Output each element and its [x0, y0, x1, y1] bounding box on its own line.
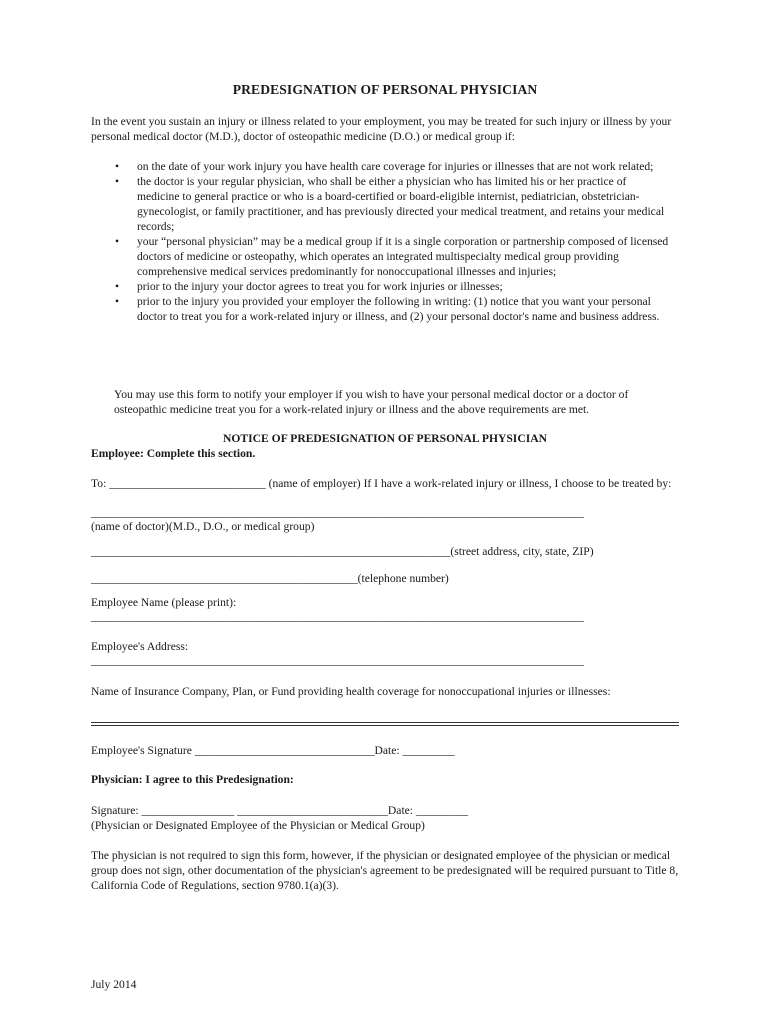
- employee-address-field[interactable]: _____________________________________________________________________________________: [91, 654, 584, 667]
- intro-paragraph: In the event you sustain an injury or illness related to your employment, you may be treated for such injury or illness by your personal medical doctor (M.D.), doctor of osteopathic medicine (D.O.) or medical group if:: [91, 115, 672, 143]
- employee-section-heading: Employee: Complete this section.: [91, 447, 256, 460]
- requirements-list: [91, 159, 671, 324]
- bullet-icon: •: [115, 160, 120, 173]
- bullet-icon: •: [115, 295, 120, 308]
- footer-date: July 2014: [91, 978, 137, 991]
- list-item-text: prior to the injury you provided your employer the following in writing: (1) notice that you want your personal doctor to treat you for a work-related injury or illness, and (2) your personal doctor's name and business address.: [137, 295, 660, 323]
- notify-paragraph: You may use this form to notify your employer if you wish to have your personal medical doctor or a doctor of osteopathic medicine treat you for a work-related injury or illness and the above requirements are met.: [114, 388, 629, 416]
- bullet-icon: •: [115, 280, 120, 293]
- physician-signature-label: (Physician or Designated Employee of the Physician or Medical Group): [91, 819, 425, 832]
- closing-paragraph: The physician is not required to sign this form, however, if the physician or designated employee of the physician or medical group does not sign, other documentation of the physician's agreement to be predesignated will be required pursuant to Title 8, California Code of Regulations, section 9780.1(a)(3).: [91, 849, 679, 892]
- physician-signature-field[interactable]: Signature: ________________ __________________________Date: _________: [91, 804, 469, 817]
- list-item: [91, 234, 671, 279]
- doctor-address-field[interactable]: ______________________________________________________________(street address, city, state, ZIP): [91, 545, 594, 558]
- notice-title: NOTICE OF PREDESIGNATION OF PERSONAL PHYSICIAN: [223, 432, 547, 445]
- bullet-icon: •: [115, 235, 120, 248]
- doctor-phone-field[interactable]: ______________________________________________(telephone number): [91, 572, 449, 585]
- list-item: [91, 279, 671, 294]
- employee-name-field[interactable]: _____________________________________________________________________________________: [91, 610, 584, 623]
- employee-address-label: Employee's Address:: [91, 640, 189, 653]
- physician-section-heading: Physician: I agree to this Predesignation:: [91, 773, 294, 786]
- doctor-name-label: (name of doctor)(M.D., D.O., or medical group): [91, 520, 315, 533]
- list-item-text: prior to the injury your doctor agrees to treat you for work injuries or illnesses;: [137, 280, 503, 293]
- employee-name-label: Employee Name (please print):: [91, 596, 237, 609]
- list-item-text: the doctor is your regular physician, who shall be either a physician who has limited his or her practice of medicine to general practice or who is a board-certified or board-eligible internist, pediatrician, obstetrician-gynecologist, or family practitioner, and has previously directed your medical treatment, and retains your medical records;: [137, 175, 665, 233]
- list-item: [91, 174, 671, 234]
- insurance-field[interactable]: [91, 722, 679, 726]
- employee-signature-field[interactable]: Employee's Signature _______________________________Date: _________: [91, 744, 455, 757]
- bullet-icon: •: [115, 175, 120, 188]
- list-item: [91, 159, 671, 174]
- list-item: [91, 294, 671, 324]
- doctor-name-field[interactable]: _____________________________________________________________________________________: [91, 506, 584, 519]
- page-title: PREDESIGNATION OF PERSONAL PHYSICIAN: [232, 82, 538, 97]
- employer-field[interactable]: To: ___________________________ (name of employer) If I have a work-related injury or illness, I choose to be treated by:: [91, 477, 672, 490]
- insurance-label: Name of Insurance Company, Plan, or Fund providing health coverage for nonoccupational injuries or illnesses:: [91, 685, 611, 698]
- list-item-text: on the date of your work injury you have health care coverage for injuries or illnesses that are not work related;: [137, 160, 654, 173]
- list-item-text: your “personal physician” may be a medical group if it is a single corporation or partnership composed of licensed doctors of medicine or osteopathy, which operates an integrated multispecialty medical group providing comprehensive medical services predominantly for nonoccupational illnesses and injuries;: [137, 235, 669, 278]
